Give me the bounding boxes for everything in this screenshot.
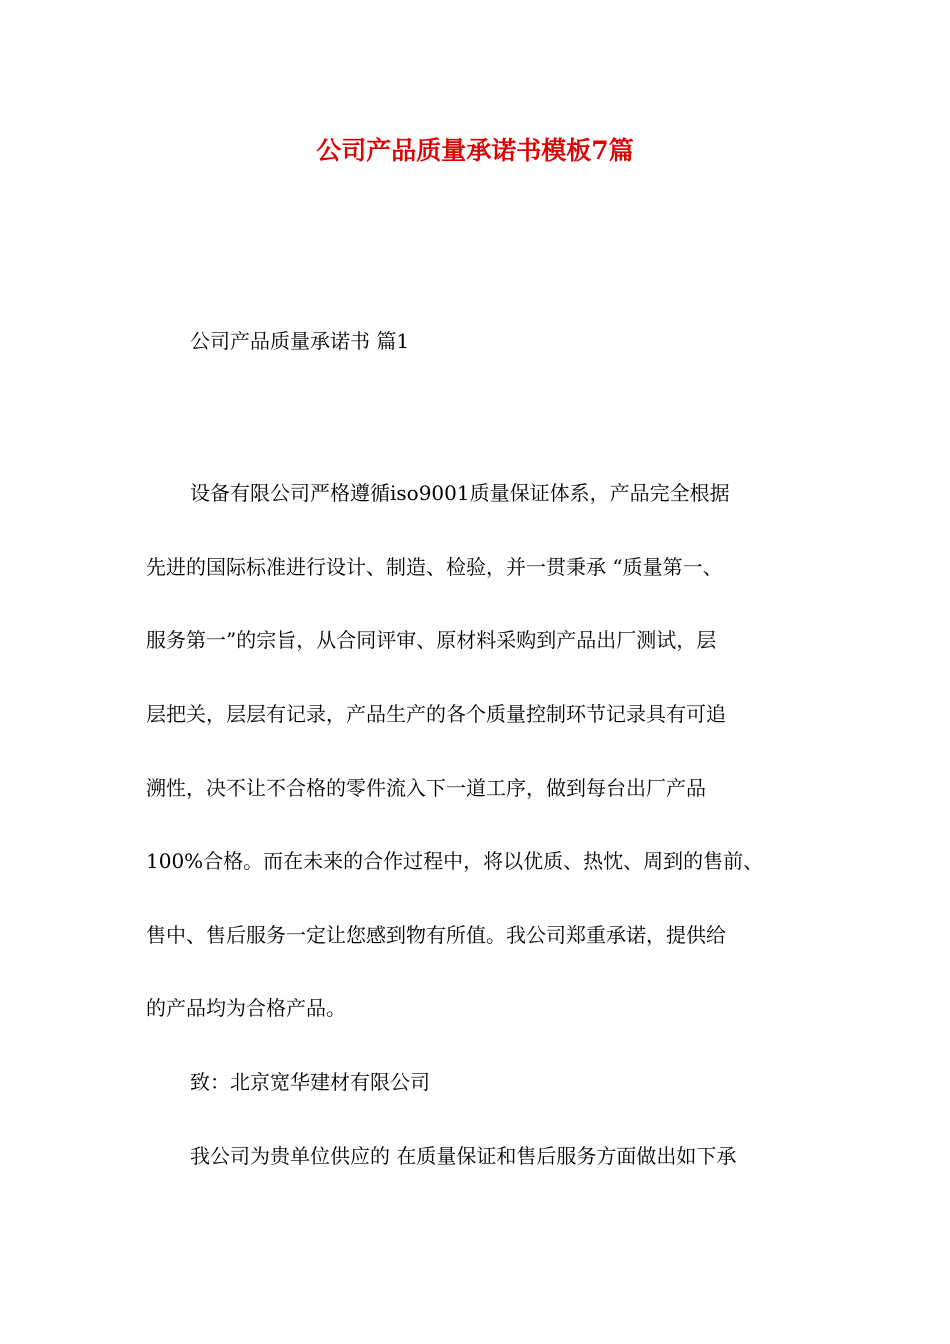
paragraph-line: 我公司为贵单位供应的 在质量保证和售后服务方面做出如下承	[190, 1144, 737, 1168]
paragraph-line: 的产品均为合格产品。	[146, 996, 346, 1020]
paragraph-line: 100%合格。而在未来的合作过程中，将以优质、热忱、周到的售前、	[146, 849, 764, 873]
paragraph-line: 先进的国际标准进行设计、制造、检验，并一贯秉承 “质量第一、	[146, 555, 723, 579]
paragraph-line: 服务第一”的宗旨，从合同评审、原材料采购到产品出厂测试，层	[146, 628, 717, 652]
paragraph-line: 溯性，决不让不合格的零件流入下一道工序，做到每台出厂产品	[146, 776, 706, 800]
section-heading: 公司产品质量承诺书 篇1	[190, 329, 410, 353]
addressee-line: 致：北京宽华建材有限公司	[190, 1070, 430, 1094]
document-title: 公司产品质量承诺书模板7篇	[316, 136, 634, 165]
paragraph-line: 售中、售后服务一定让您感到物有所值。我公司郑重承诺，提供给	[146, 923, 726, 947]
paragraph-line: 设备有限公司严格遵循iso9001质量保证体系，产品完全根据	[190, 481, 730, 505]
paragraph-line: 层把关，层层有记录，产品生产的各个质量控制环节记录具有可追	[146, 702, 726, 726]
